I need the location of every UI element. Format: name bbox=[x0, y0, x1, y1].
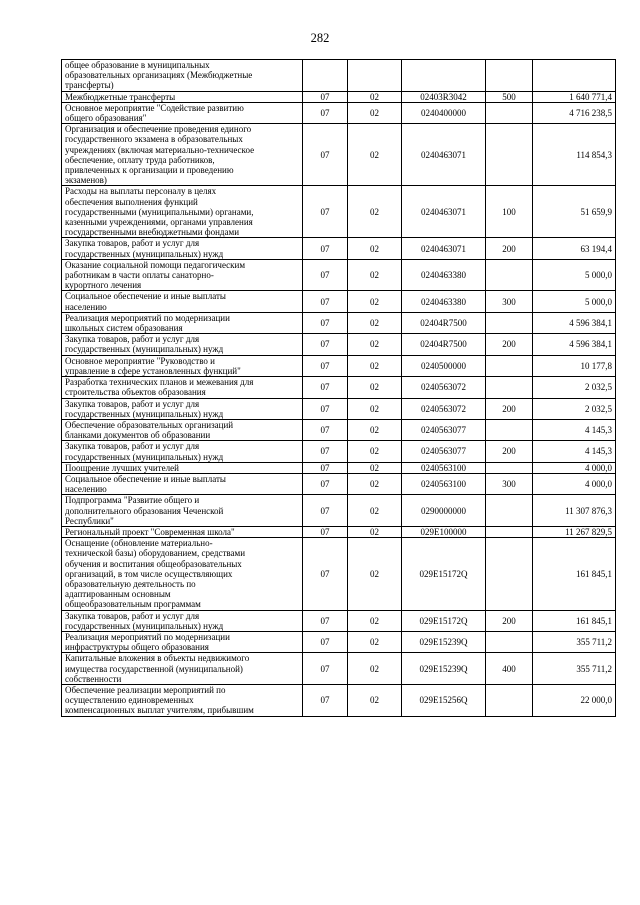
item-name-line: управление в сфере установленных функций" bbox=[65, 365, 241, 376]
subsection-code-cell: 02 bbox=[348, 312, 402, 333]
item-name-line: государственного экзамена в образовательных bbox=[65, 134, 243, 145]
expense-type-cell bbox=[486, 495, 533, 527]
amount-cell: 161 845,1 bbox=[533, 610, 616, 631]
expense-type-cell: 300 bbox=[486, 473, 533, 494]
amount-cell: 355 711,2 bbox=[533, 653, 616, 685]
item-name-line: Закупка товаров, работ и услуг для bbox=[65, 610, 200, 621]
item-name-cell bbox=[62, 495, 303, 527]
subsection-code-cell: 02 bbox=[348, 526, 402, 537]
item-name-line: осуществлению единовременных bbox=[65, 695, 194, 706]
item-name-line: Организация и обеспечение проведения единого bbox=[65, 124, 252, 135]
subsection-code-cell: 02 bbox=[348, 91, 402, 102]
item-name-line: образовательных организациях (Межбюджетные bbox=[65, 70, 253, 81]
item-name-line: государственными (муниципальными) органами, bbox=[65, 206, 254, 217]
amount-cell: 114 854,3 bbox=[533, 124, 616, 186]
subsection-code-cell: 02 bbox=[348, 186, 402, 238]
expense-type-cell: 400 bbox=[486, 653, 533, 685]
item-name-line: общее образование в муниципальных bbox=[65, 60, 210, 70]
subsection-code-cell: 02 bbox=[348, 377, 402, 398]
item-name-line: государственных (муниципальных) нужд bbox=[65, 248, 224, 259]
target-article-cell: 0240563072 bbox=[402, 377, 486, 398]
target-article-cell: 0240463380 bbox=[402, 259, 486, 291]
subsection-code-cell: 02 bbox=[348, 355, 402, 376]
target-article-cell: 029E15172Q bbox=[402, 610, 486, 631]
item-name-cell bbox=[62, 653, 303, 685]
item-name-line: компенсационных выплат учителям, прибывшим bbox=[65, 705, 254, 716]
table-row bbox=[62, 238, 616, 259]
table-row bbox=[62, 684, 616, 716]
section-code-cell: 07 bbox=[303, 653, 348, 685]
item-name-cell bbox=[62, 684, 303, 716]
item-name-cell bbox=[62, 419, 303, 440]
item-name-line: экзаменов) bbox=[65, 175, 107, 186]
subsection-code-cell: 02 bbox=[348, 462, 402, 473]
item-name-line: собственности bbox=[65, 673, 122, 684]
section-code-cell: 07 bbox=[303, 419, 348, 440]
section-code-cell: 07 bbox=[303, 312, 348, 333]
section-code-cell bbox=[303, 60, 348, 92]
subsection-code-cell: 02 bbox=[348, 631, 402, 652]
item-name-line: строительства объектов образования bbox=[65, 387, 206, 398]
item-name-line: казенными учреждениями, органами управления bbox=[65, 217, 253, 228]
item-name-cell bbox=[62, 238, 303, 259]
item-name-line: Поощрение лучших учителей bbox=[65, 462, 179, 473]
target-article-cell: 029E100000 bbox=[402, 526, 486, 537]
target-article-cell: 0240563100 bbox=[402, 462, 486, 473]
item-name-line: государственными внебюджетными фондами bbox=[65, 227, 240, 238]
table-row bbox=[62, 291, 616, 312]
target-article-cell: 0240463380 bbox=[402, 291, 486, 312]
item-name-line: школьных систем образования bbox=[65, 323, 183, 334]
target-article-cell: 029E15172Q bbox=[402, 538, 486, 610]
expense-type-cell bbox=[486, 631, 533, 652]
section-code-cell: 07 bbox=[303, 102, 348, 123]
item-name-line: государственных (муниципальных) нужд bbox=[65, 408, 224, 419]
item-name-line: Закупка товаров, работ и услуг для bbox=[65, 238, 200, 249]
item-name-cell bbox=[62, 124, 303, 186]
item-name-line: Капитальные вложения в объекты недвижимого bbox=[65, 653, 250, 664]
item-name-line: государственных (муниципальных) нужд bbox=[65, 344, 224, 355]
expense-type-cell bbox=[486, 462, 533, 473]
item-name-cell bbox=[62, 631, 303, 652]
item-name-cell bbox=[62, 462, 303, 473]
item-name-line: учреждениях (включая материально-техническое bbox=[65, 144, 255, 155]
subsection-code-cell: 02 bbox=[348, 334, 402, 355]
item-name-cell bbox=[62, 186, 303, 238]
subsection-code-cell: 02 bbox=[348, 538, 402, 610]
section-code-cell: 07 bbox=[303, 334, 348, 355]
item-name-cell bbox=[62, 259, 303, 291]
table-row bbox=[62, 377, 616, 398]
section-code-cell: 07 bbox=[303, 186, 348, 238]
amount-cell: 2 032,5 bbox=[533, 377, 616, 398]
section-code-cell: 07 bbox=[303, 495, 348, 527]
table-row bbox=[62, 60, 616, 92]
subsection-code-cell bbox=[348, 60, 402, 92]
table-row bbox=[62, 631, 616, 652]
target-article-cell: 029E15256Q bbox=[402, 684, 486, 716]
section-code-cell: 07 bbox=[303, 291, 348, 312]
subsection-code-cell: 02 bbox=[348, 684, 402, 716]
item-name-cell bbox=[62, 473, 303, 494]
item-name-cell bbox=[62, 526, 303, 537]
table-row bbox=[62, 473, 616, 494]
section-code-cell: 07 bbox=[303, 473, 348, 494]
table-row bbox=[62, 102, 616, 123]
item-name-cell bbox=[62, 102, 303, 123]
item-name-line: общеобразовательным программам bbox=[65, 599, 201, 610]
amount-cell bbox=[533, 60, 616, 92]
item-name-line: государственных (муниципальных) нужд bbox=[65, 620, 224, 631]
item-name-line: технической базы) оборудованием, средствами bbox=[65, 548, 246, 559]
expense-type-cell bbox=[486, 419, 533, 440]
amount-cell: 5 000,0 bbox=[533, 259, 616, 291]
item-name-line: Оснащение (обновление материально- bbox=[65, 538, 213, 549]
table-row bbox=[62, 186, 616, 238]
item-name-cell bbox=[62, 291, 303, 312]
item-name-line: дополнительного образования Чеченской bbox=[65, 505, 224, 516]
subsection-code-cell: 02 bbox=[348, 259, 402, 291]
section-code-cell: 07 bbox=[303, 441, 348, 462]
item-name-cell bbox=[62, 60, 303, 92]
subsection-code-cell: 02 bbox=[348, 291, 402, 312]
amount-cell: 63 194,4 bbox=[533, 238, 616, 259]
item-name-cell bbox=[62, 91, 303, 102]
table-row bbox=[62, 526, 616, 537]
expense-type-cell: 300 bbox=[486, 291, 533, 312]
item-name-line: Разработка технических планов и межевания для bbox=[65, 377, 254, 388]
expense-type-cell bbox=[486, 684, 533, 716]
section-code-cell: 07 bbox=[303, 355, 348, 376]
section-code-cell: 07 bbox=[303, 684, 348, 716]
item-name-line: Реализация мероприятий по модернизации bbox=[65, 312, 230, 323]
item-name-line: Реализация мероприятий по модернизации bbox=[65, 631, 230, 642]
amount-cell: 4 596 384,1 bbox=[533, 334, 616, 355]
table-row bbox=[62, 653, 616, 685]
expense-type-cell bbox=[486, 355, 533, 376]
amount-cell: 4 000,0 bbox=[533, 473, 616, 494]
budget-table bbox=[61, 59, 616, 717]
item-name-cell bbox=[62, 312, 303, 333]
item-name-line: Закупка товаров, работ и услуг для bbox=[65, 398, 200, 409]
target-article-cell: 02403R3042 bbox=[402, 91, 486, 102]
amount-cell: 11 307 876,3 bbox=[533, 495, 616, 527]
item-name-line: Оказание социальной помощи педагогическим bbox=[65, 259, 246, 270]
item-name-line: организаций, в том числе осуществляющих bbox=[65, 568, 233, 579]
amount-cell: 51 659,9 bbox=[533, 186, 616, 238]
subsection-code-cell: 02 bbox=[348, 419, 402, 440]
item-name-line: общего образования" bbox=[65, 113, 147, 124]
item-name-line: государственных (муниципальных) нужд bbox=[65, 451, 224, 462]
item-name-line: Социальное обеспечение и иные выплаты bbox=[65, 473, 226, 484]
item-name-line: Республики" bbox=[65, 515, 114, 526]
item-name-line: Основное мероприятие "Руководство и bbox=[65, 355, 215, 366]
item-name-line: Подпрограмма "Развитие общего и bbox=[65, 495, 200, 506]
expense-type-cell: 500 bbox=[486, 91, 533, 102]
expense-type-cell: 200 bbox=[486, 441, 533, 462]
subsection-code-cell: 02 bbox=[348, 102, 402, 123]
item-name-cell bbox=[62, 610, 303, 631]
table-row bbox=[62, 495, 616, 527]
item-name-line: привлеченных к организации и проведению bbox=[65, 165, 234, 176]
item-name-line: обучения и воспитания общеобразовательных bbox=[65, 558, 242, 569]
target-article-cell: 029E15239Q bbox=[402, 653, 486, 685]
table-row bbox=[62, 538, 616, 610]
item-name-line: Обеспечение образовательных организаций bbox=[65, 419, 234, 430]
expense-type-cell: 100 bbox=[486, 186, 533, 238]
item-name-line: обеспечения выполнения функций bbox=[65, 196, 198, 207]
expense-type-cell bbox=[486, 124, 533, 186]
item-name-line: Межбюджетные трансферты bbox=[65, 91, 176, 102]
section-code-cell: 07 bbox=[303, 538, 348, 610]
subsection-code-cell: 02 bbox=[348, 398, 402, 419]
table-row bbox=[62, 259, 616, 291]
item-name-line: инфраструктуры общего образования bbox=[65, 642, 209, 653]
amount-cell: 4 000,0 bbox=[533, 462, 616, 473]
subsection-code-cell: 02 bbox=[348, 124, 402, 186]
table-row bbox=[62, 610, 616, 631]
table-row bbox=[62, 355, 616, 376]
section-code-cell: 07 bbox=[303, 124, 348, 186]
amount-cell: 11 267 829,5 bbox=[533, 526, 616, 537]
table-row bbox=[62, 441, 616, 462]
section-code-cell: 07 bbox=[303, 377, 348, 398]
item-name-line: образовательную деятельность по bbox=[65, 578, 196, 589]
item-name-line: обеспечение, оплату труда работников, bbox=[65, 154, 215, 165]
section-code-cell: 07 bbox=[303, 238, 348, 259]
item-name-line: Закупка товаров, работ и услуг для bbox=[65, 334, 200, 345]
expense-type-cell bbox=[486, 377, 533, 398]
expense-type-cell bbox=[486, 102, 533, 123]
target-article-cell: 0240463071 bbox=[402, 186, 486, 238]
amount-cell: 2 032,5 bbox=[533, 398, 616, 419]
target-article-cell: 0240563100 bbox=[402, 473, 486, 494]
table-row bbox=[62, 462, 616, 473]
item-name-line: населению bbox=[65, 484, 107, 495]
amount-cell: 161 845,1 bbox=[533, 538, 616, 610]
item-name-line: работникам в части оплаты санаторно- bbox=[65, 270, 214, 281]
amount-cell: 4 145,3 bbox=[533, 419, 616, 440]
amount-cell: 4 716 238,5 bbox=[533, 102, 616, 123]
subsection-code-cell: 02 bbox=[348, 238, 402, 259]
amount-cell: 10 177,8 bbox=[533, 355, 616, 376]
target-article-cell: 0240563077 bbox=[402, 419, 486, 440]
subsection-code-cell: 02 bbox=[348, 610, 402, 631]
section-code-cell: 07 bbox=[303, 631, 348, 652]
section-code-cell: 07 bbox=[303, 91, 348, 102]
target-article-cell: 0240563077 bbox=[402, 441, 486, 462]
subsection-code-cell: 02 bbox=[348, 495, 402, 527]
table-row bbox=[62, 91, 616, 102]
target-article-cell: 029E15239Q bbox=[402, 631, 486, 652]
target-article-cell: 0240463071 bbox=[402, 124, 486, 186]
expense-type-cell bbox=[486, 259, 533, 291]
subsection-code-cell: 02 bbox=[348, 653, 402, 685]
item-name-line: населению bbox=[65, 301, 107, 312]
table-row bbox=[62, 398, 616, 419]
item-name-cell bbox=[62, 334, 303, 355]
section-code-cell: 07 bbox=[303, 610, 348, 631]
target-article-cell: 0290000000 bbox=[402, 495, 486, 527]
target-article-cell: 0240463071 bbox=[402, 238, 486, 259]
expense-type-cell bbox=[486, 312, 533, 333]
expense-type-cell: 200 bbox=[486, 398, 533, 419]
item-name-line: курортного лечения bbox=[65, 280, 142, 291]
expense-type-cell: 200 bbox=[486, 610, 533, 631]
item-name-line: Закупка товаров, работ и услуг для bbox=[65, 441, 200, 452]
target-article-cell: 02404R7500 bbox=[402, 312, 486, 333]
item-name-cell bbox=[62, 538, 303, 610]
item-name-line: Расходы на выплаты персоналу в целях bbox=[65, 186, 217, 197]
item-name-line: Социальное обеспечение и иные выплаты bbox=[65, 291, 226, 302]
table-row bbox=[62, 419, 616, 440]
item-name-line: Обеспечение реализации мероприятий по bbox=[65, 684, 226, 695]
amount-cell: 355 711,2 bbox=[533, 631, 616, 652]
target-article-cell: 0240500000 bbox=[402, 355, 486, 376]
amount-cell: 5 000,0 bbox=[533, 291, 616, 312]
item-name-line: Региональный проект "Современная школа" bbox=[65, 526, 235, 537]
target-article-cell: 0240400000 bbox=[402, 102, 486, 123]
item-name-line: трансферты) bbox=[65, 80, 114, 91]
item-name-line: адаптированным основным bbox=[65, 589, 171, 600]
section-code-cell: 07 bbox=[303, 398, 348, 419]
section-code-cell: 07 bbox=[303, 526, 348, 537]
amount-cell: 4 596 384,1 bbox=[533, 312, 616, 333]
item-name-line: Основное мероприятие "Содействие развитию bbox=[65, 102, 244, 113]
expense-type-cell bbox=[486, 538, 533, 610]
expense-type-cell: 200 bbox=[486, 334, 533, 355]
item-name-cell bbox=[62, 398, 303, 419]
item-name-line: имущества государственной (муниципальной) bbox=[65, 663, 243, 674]
section-code-cell: 07 bbox=[303, 462, 348, 473]
table-row bbox=[62, 334, 616, 355]
expense-type-cell bbox=[486, 526, 533, 537]
subsection-code-cell: 02 bbox=[348, 473, 402, 494]
item-name-line: бланками документов об образовании bbox=[65, 430, 211, 441]
table-row bbox=[62, 312, 616, 333]
target-article-cell: 0240563072 bbox=[402, 398, 486, 419]
subsection-code-cell: 02 bbox=[348, 441, 402, 462]
amount-cell: 1 640 771,4 bbox=[533, 91, 616, 102]
expense-type-cell: 200 bbox=[486, 238, 533, 259]
item-name-cell bbox=[62, 377, 303, 398]
amount-cell: 22 000,0 bbox=[533, 684, 616, 716]
item-name-cell bbox=[62, 355, 303, 376]
target-article-cell bbox=[402, 60, 486, 92]
expense-type-cell bbox=[486, 60, 533, 92]
table-row bbox=[62, 124, 616, 186]
section-code-cell: 07 bbox=[303, 259, 348, 291]
amount-cell: 4 145,3 bbox=[533, 441, 616, 462]
target-article-cell: 02404R7500 bbox=[402, 334, 486, 355]
page-number: 282 bbox=[310, 31, 330, 45]
item-name-cell bbox=[62, 441, 303, 462]
